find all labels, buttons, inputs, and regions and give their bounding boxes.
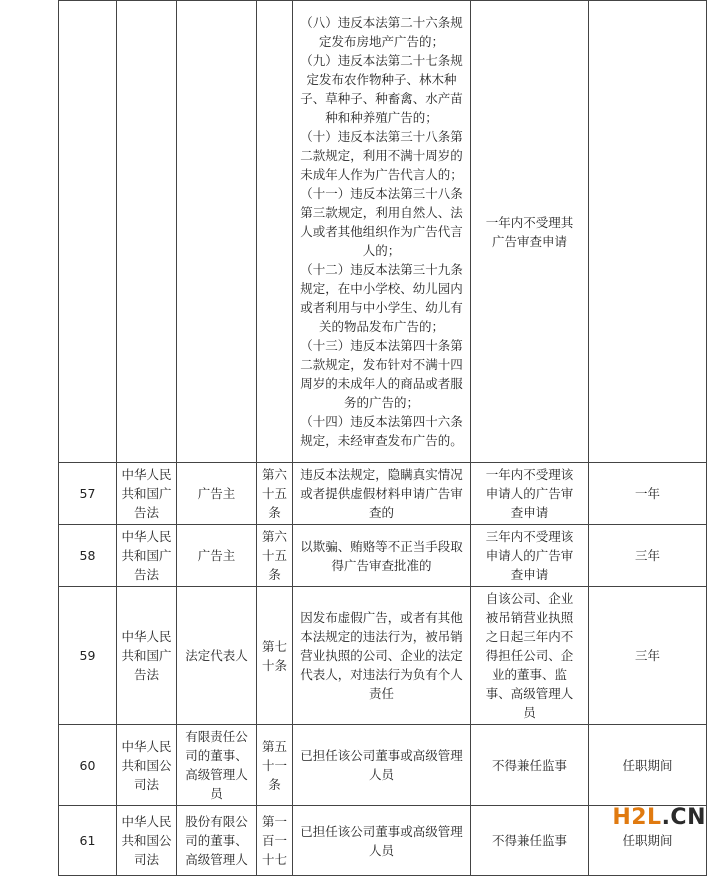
cell-law [117, 463, 177, 525]
cell-law [117, 587, 177, 725]
cell-subject [177, 1, 257, 463]
text-line: 中华人民 [121, 738, 172, 754]
cell-behavior [293, 725, 471, 806]
table-row [59, 587, 707, 725]
text-line: 任职期间 [622, 757, 673, 773]
text-line: 广告主 [197, 548, 236, 563]
cell-penalty [471, 463, 589, 525]
text-line: 已担任该公司董事或高级管理 [300, 823, 463, 839]
text-line: 共和国广 [121, 486, 172, 501]
text-line: 自该公司、企业 [485, 591, 574, 606]
text-line: 已担任该公司董事或高级管理 [300, 748, 463, 763]
text-line: 第七 [261, 638, 287, 654]
text-line: 司法 [133, 776, 159, 792]
cell-subject [177, 525, 257, 587]
text-line: 申请人的广告审 [485, 486, 574, 501]
text-line: 法定代表人 [185, 648, 248, 663]
text-line: 司的董事、 [185, 748, 248, 763]
text-line: 定发布房地产广告的； [318, 34, 444, 49]
text-line: 二款规定，发布针对不满十四 [300, 357, 463, 372]
cell-behavior [293, 806, 471, 876]
text-line: 员 [523, 705, 536, 720]
text-line: 三年 [634, 548, 660, 563]
text-line: 人员 [368, 767, 394, 782]
cell-subject [177, 806, 257, 876]
cell-article [257, 463, 293, 525]
text-line: 周岁的未成年人的商品或者服 [300, 376, 463, 391]
cell-behavior [293, 1, 471, 463]
text-line: 二款规定，利用不满十周岁的 [300, 148, 463, 163]
text-line: 一年内不受理该 [485, 467, 574, 482]
text-line: 一年 [634, 486, 660, 501]
text-line: 务的广告的； [343, 395, 419, 410]
text-line: 不得兼任监事 [491, 757, 567, 773]
text-line: 十七 [261, 852, 287, 867]
text-line: 股份有限公 [185, 814, 248, 829]
text-line: 告法 [133, 567, 159, 582]
cell-law [117, 725, 177, 806]
text-line: 广告审查申请 [491, 233, 567, 249]
text-line: （九）违反本法第二十七条规 [300, 53, 463, 68]
cell-law [117, 525, 177, 587]
watermark-brand: H2L [612, 805, 662, 830]
text-line: 高级管理人 [185, 852, 248, 867]
text-line: 十五 [261, 486, 287, 501]
text-line: 得广告审查批准的 [331, 557, 432, 573]
text-line: 有限责任公 [185, 729, 248, 744]
text-line: （八）违反本法第二十六条规 [300, 15, 463, 30]
text-line: 广告主 [197, 486, 236, 501]
text-line: 营业执照的公司、企业的法定 [300, 648, 463, 663]
cell-subject [177, 725, 257, 806]
text-line: 以欺骗、贿赂等不正当手段取 [300, 538, 463, 554]
text-line: 代表人，对违法行为负有个人 [300, 667, 463, 682]
text-line: 条 [268, 505, 281, 520]
text-line: 被吊销营业执照 [485, 610, 574, 625]
cell-no: 60 [59, 725, 117, 806]
text-line: （十三）违反本法第四十条第 [300, 338, 463, 353]
text-line: 共和国广 [121, 548, 172, 563]
text-line: 人员 [368, 842, 394, 858]
text-line: 共和国公 [121, 757, 172, 773]
text-line: 三年 [634, 648, 660, 663]
text-line: 人或者其他组织作为广告代言 [300, 224, 463, 239]
text-line: 得担任公司、企 [485, 648, 574, 663]
cell-law [117, 1, 177, 463]
text-line: 未成年人作为广告代言人的； [300, 167, 463, 182]
text-line: 告法 [133, 667, 159, 682]
text-line: 十条 [261, 657, 287, 673]
text-line: 一年内不受理其 [485, 214, 574, 230]
text-line: 人的； [362, 243, 401, 258]
watermark-suffix: .CN [661, 805, 706, 830]
text-line: 因发布虚假广告，或者有其他 [300, 610, 463, 625]
text-line: 条 [268, 776, 281, 792]
cell-behavior [293, 587, 471, 725]
cell-penalty [471, 1, 589, 463]
cell-penalty [471, 587, 589, 725]
text-line: 高级管理人 [185, 767, 248, 782]
text-line: 共和国公 [121, 833, 172, 848]
text-line: 三年内不受理该 [485, 529, 574, 544]
text-line: 中华人民 [121, 529, 172, 544]
cell-penalty [471, 525, 589, 587]
text-line: 定发布农作物种子、林木种 [306, 72, 457, 87]
penalty-table [58, 0, 707, 876]
text-line: 中华人民 [121, 629, 172, 644]
text-line: （十四）违反本法第四十六条 [300, 414, 463, 429]
table-row [59, 463, 707, 525]
cell-behavior [293, 525, 471, 587]
text-line: 或者利用与中小学生、幼儿有 [300, 300, 463, 315]
text-line: 种和种养殖广告的； [325, 110, 438, 125]
cell-behavior [293, 463, 471, 525]
cell-penalty [471, 806, 589, 876]
text-line: 司的董事、 [185, 833, 248, 848]
text-line: 中华人民 [121, 814, 172, 829]
cell-period [589, 587, 707, 725]
cell-no: 58 [59, 525, 117, 587]
text-line: 共和国广 [121, 648, 172, 663]
text-line: 中华人民 [121, 467, 172, 482]
text-line: 司法 [133, 852, 159, 867]
text-line: 十一 [261, 757, 287, 773]
cell-article [257, 1, 293, 463]
text-line: （十一）违反本法第三十八条 [300, 186, 463, 201]
cell-period [589, 1, 707, 463]
cell-no: 61 [59, 806, 117, 876]
table-row [59, 725, 707, 806]
text-line: 百一 [261, 833, 287, 848]
text-line: 第六 [261, 529, 287, 544]
text-line: 申请人的广告审 [485, 548, 574, 563]
text-line: 告法 [133, 505, 159, 520]
text-line: 关的物品发布广告的； [318, 319, 444, 334]
text-line: 不得兼任监事 [491, 833, 567, 848]
text-line: 事、高级管理人 [485, 686, 574, 701]
text-line: 规定，在中小学校、幼儿园内 [300, 281, 463, 296]
text-line: 第六 [261, 467, 287, 482]
text-line: 子、草种子、种畜禽、水产苗 [300, 91, 463, 106]
cell-article [257, 806, 293, 876]
cell-no [59, 1, 117, 463]
text-line: 第三款规定，利用自然人、法 [300, 205, 463, 220]
cell-penalty [471, 725, 589, 806]
table-row [59, 806, 707, 876]
text-line: 之日起三年内不 [485, 629, 574, 644]
text-line: 十五 [261, 548, 287, 563]
text-line: 业的董事、监 [491, 667, 567, 682]
cell-subject [177, 587, 257, 725]
cell-period [589, 463, 707, 525]
text-line: 查申请 [510, 567, 549, 582]
text-line: 条 [268, 567, 281, 582]
text-line: 本法规定的违法行为，被吊销 [300, 629, 463, 644]
cell-no: 57 [59, 463, 117, 525]
text-line: 第一 [261, 814, 287, 829]
table-row [59, 525, 707, 587]
text-line: 第五 [261, 738, 287, 754]
text-line: 员 [210, 786, 223, 801]
text-line: 查的 [368, 505, 394, 520]
text-line: 违反本法规定，隐瞒真实情况 [300, 467, 463, 482]
cell-law [117, 806, 177, 876]
cell-article [257, 725, 293, 806]
cell-article [257, 525, 293, 587]
text-line: 规定，未经审查发布广告的。 [300, 433, 463, 448]
cell-no: 59 [59, 587, 117, 725]
text-line: （十）违反本法第三十八条第 [300, 129, 463, 144]
table-row [59, 1, 707, 463]
text-line: 责任 [368, 686, 394, 701]
cell-subject [177, 463, 257, 525]
cell-article [257, 587, 293, 725]
site-watermark-logo [612, 805, 706, 830]
cell-period [589, 525, 707, 587]
text-line: 查申请 [510, 505, 549, 520]
cell-period [589, 725, 707, 806]
text-line: 任职期间 [622, 833, 673, 848]
text-line: （十二）违反本法第三十九条 [300, 262, 463, 277]
text-line: 或者提供虚假材料申请广告审 [300, 486, 463, 501]
